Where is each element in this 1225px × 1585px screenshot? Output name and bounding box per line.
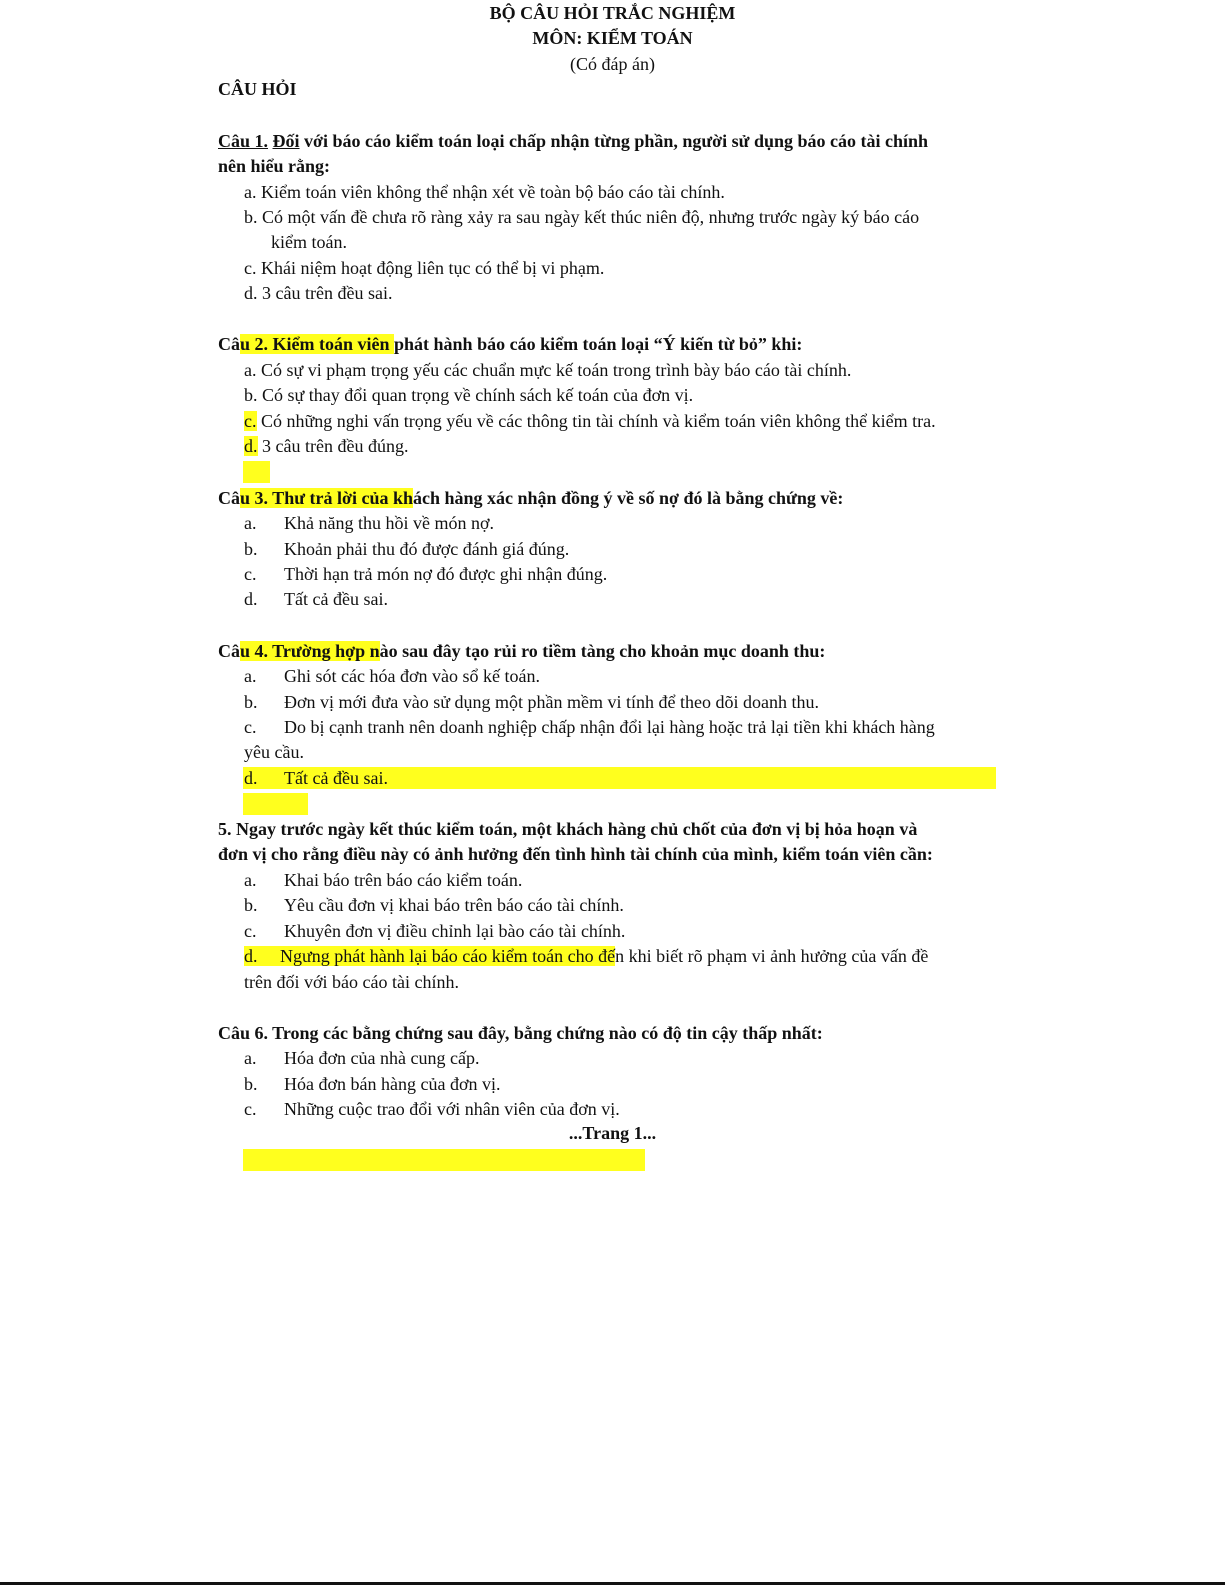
question-5-option-d: d. Ngưng phát hành lại báo cáo kiểm toán cho đến khi biết rõ phạm vi ảnh hưởng của vấn đề [244,946,929,966]
doc-title: BỘ CÂU HỎI TRẮC NGHIỆM [489,3,736,23]
question-2-option-d: d. 3 câu trên đều đúng. [244,436,409,456]
question-5-option-d-cont: trên đối với báo cáo tài chính. [244,972,459,992]
question-5-option-a: Khai báo trên báo cáo kiểm toán. [284,870,523,890]
question-5-option-c: Khuyên đơn vị điều chỉnh lại bào cáo tài chính. [284,921,626,941]
question-2-option-a: a. Có sự vi phạm trọng yếu các chuẩn mực kế toán trong trình bày báo cáo tài chính. [244,360,852,380]
question-2-option-d-letter: d. [244,436,258,456]
question-1-option-b-cont: kiểm toán. [271,232,347,252]
question-4-option-c-cont: yêu cầu. [244,742,304,762]
question-5-answer-highlight: d. Ngưng phát hành lại báo cáo kiểm toán cho đế [244,946,616,966]
question-6-option-a-letter: a. [244,1048,257,1068]
page-number: ...Trang 1... [568,1123,657,1143]
question-4-option-c-letter: c. [244,717,257,737]
question-3-option-d: Tất cả đều sai. [284,589,388,609]
doc-note: (Có đáp án) [570,54,655,74]
question-1-option-b: b. Có một vấn đề chưa rõ ràng xảy ra sau ngày kết thúc niên độ, nhưng trước ngày ký báo cáo [244,207,920,227]
question-5-stem-cont: đơn vị cho rằng điều này có ảnh hưởng đến tình hình tài chính của mình, kiểm toán viên cần: [218,844,933,864]
question-6-option-a: Hóa đơn của nhà cung cấp. [284,1048,480,1068]
question-4-option-d: Tất cả đều sai. [284,768,388,788]
question-3-stem: Câu 3. Thư trả lời của khách hàng xác nhận đồng ý về số nợ đó là bằng chứng về: [218,488,844,508]
highlight-mark [243,793,308,815]
question-3-highlight: u 3. Thư trả lời của kh [240,488,413,508]
highlight-mark [243,1149,645,1171]
question-5-option-c-letter: c. [244,921,257,941]
question-6-stem: Câu 6. Trong các bằng chứng sau đây, bằng chứng nào có độ tin cậy thấp nhất: [218,1023,823,1043]
question-2-highlight: u 2. Kiểm toán viên [240,334,395,354]
question-3-option-c: Thời hạn trả món nợ đó được ghi nhận đúng. [284,564,608,584]
question-1-label: Câu 1. [218,131,269,151]
question-4-option-a-letter: a. [244,666,257,686]
question-1-option-c: c. Khái niệm hoạt động liên tục có thể bị vi phạm. [244,258,605,278]
question-1-stem-cont: nên hiểu rằng: [218,156,331,176]
question-4-option-c: Do bị cạnh tranh nên doanh nghiệp chấp nhận đổi lại hàng hoặc trả lại tiền khi khách hàng [284,717,935,737]
doc-subject: MÔN: KIỂM TOÁN [532,28,693,48]
section-heading: CÂU HỎI [218,79,297,99]
question-3-option-a-letter: a. [244,513,257,533]
question-6-option-b: Hóa đơn bán hàng của đơn vị. [284,1074,501,1094]
question-6-option-c: Những cuộc trao đổi với nhân viên của đơn vị. [284,1099,620,1119]
question-3-option-b-letter: b. [244,539,258,559]
question-4-highlight: u 4. Trường hợp n [240,641,380,661]
question-1-option-d: d. 3 câu trên đều sai. [244,283,393,303]
highlight-mark [243,461,270,483]
question-5-option-b: Yêu cầu đơn vị khai báo trên báo cáo tài chính. [284,895,624,915]
question-3-option-c-letter: c. [244,564,257,584]
question-5-option-a-letter: a. [244,870,257,890]
question-2-option-b: b. Có sự thay đổi quan trọng về chính sách kế toán của đơn vị. [244,385,694,405]
question-4-option-b-letter: b. [244,692,258,712]
question-2-option-c-letter: c. [244,411,257,431]
question-2-option-c: c. Có những nghi vấn trọng yếu về các thông tin tài chính và kiểm toán viên không thể kiểm tra. [244,411,936,431]
question-4-option-d-letter: d. [244,768,258,788]
question-6-option-c-letter: c. [244,1099,257,1119]
question-4-option-a: Ghi sót các hóa đơn vào sổ kế toán. [284,666,540,686]
question-4-stem: Câu 4. Trường hợp nào sau đây tạo rủi ro tiềm tàng cho khoản mục doanh thu: [218,641,826,661]
question-5-option-b-letter: b. [244,895,258,915]
question-3-option-d-letter: d. [244,589,258,609]
question-1-option-a: a. Kiểm toán viên không thể nhận xét về toàn bộ báo cáo tài chính. [244,182,725,202]
question-2-stem: Câu 2. Kiểm toán viên phát hành báo cáo kiểm toán loại “Ý kiến từ bỏ” khi: [218,334,803,354]
question-4-option-b: Đơn vị mới đưa vào sử dụng một phần mềm vi tính để theo dõi doanh thu. [284,692,819,712]
question-5-stem: 5. Ngay trước ngày kết thúc kiểm toán, một khách hàng chủ chốt của đơn vị bị hỏa hoạn và [218,819,918,839]
question-6-option-b-letter: b. [244,1074,258,1094]
question-1-stem: Câu 1. Đối với báo cáo kiểm toán loại chấp nhận từng phần, người sử dụng báo cáo tài chính [218,131,929,151]
question-3-option-b: Khoản phải thu đó được đánh giá đúng. [284,539,570,559]
question-3-option-a: Khả năng thu hồi về món nợ. [284,513,494,533]
